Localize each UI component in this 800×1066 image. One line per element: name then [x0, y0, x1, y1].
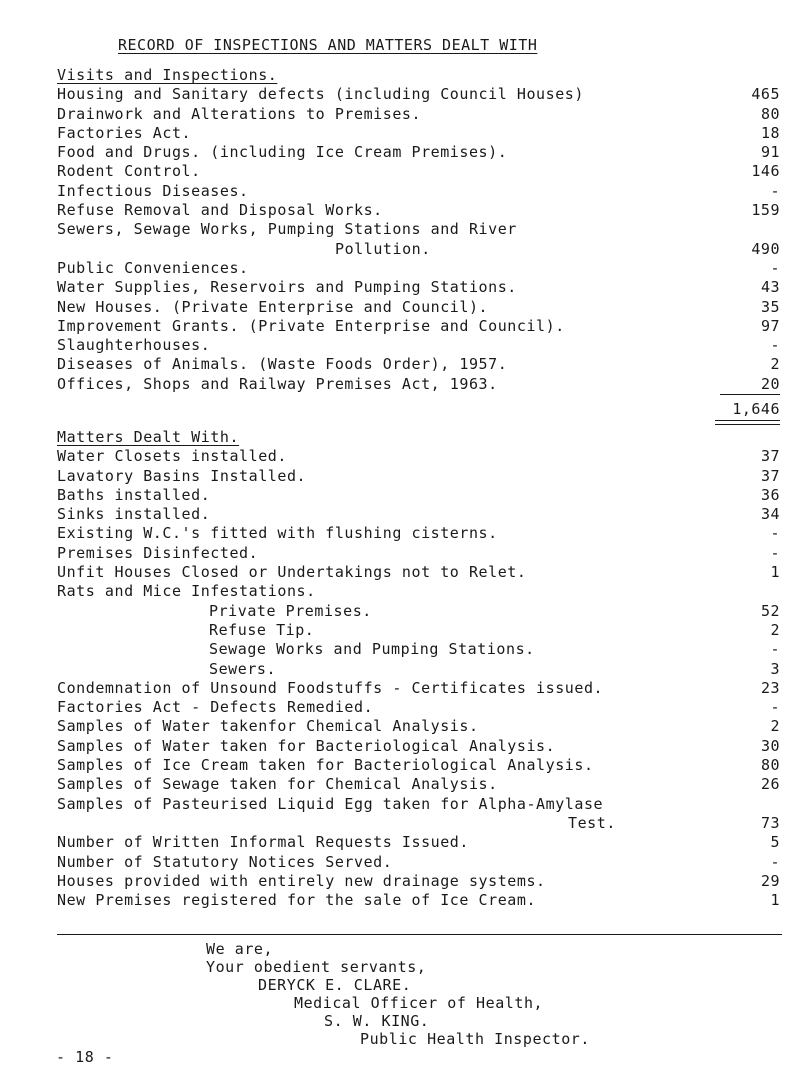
- row-value: 18: [760, 123, 780, 142]
- row-label: Unfit Houses Closed or Undertakings not to Relet.: [57, 563, 527, 582]
- list-item: [57, 582, 780, 601]
- list-item: [57, 563, 780, 582]
- row-value: 34: [760, 505, 780, 524]
- list-item: [57, 85, 780, 104]
- row-label: Samples of Ice Cream taken for Bacteriological Analysis.: [57, 756, 594, 775]
- row-label: New Houses. (Private Enterprise and Council).: [57, 297, 489, 316]
- list-item: [57, 660, 780, 679]
- row-value: 465: [751, 85, 780, 104]
- list-item: [57, 833, 780, 852]
- row-label: Premises Disinfected.: [57, 543, 259, 562]
- row-value: 30: [760, 736, 780, 755]
- list-item: [57, 278, 780, 297]
- list-item: [57, 621, 780, 640]
- row-label: Drainwork and Alterations to Premises.: [57, 104, 422, 123]
- row-label: Sewers, Sewage Works, Pumping Stations and River: [57, 220, 517, 239]
- row-label: Samples of Sewage taken for Chemical Analysis.: [57, 775, 498, 794]
- visits-section: [57, 66, 780, 420]
- list-item: [57, 544, 780, 563]
- row-label: Infectious Diseases.: [57, 181, 249, 200]
- row-value: -: [770, 852, 780, 871]
- row-label: Baths installed.: [57, 485, 211, 504]
- row-value: 37: [760, 466, 780, 485]
- sign-title-moh: Medical Officer of Health,: [294, 994, 544, 1012]
- row-label: Samples of Water taken for Bacteriological Analysis.: [57, 736, 556, 755]
- row-label: Water Supplies, Reservoirs and Pumping Stations.: [57, 278, 517, 297]
- row-value: 23: [760, 678, 780, 697]
- row-value: 91: [760, 143, 780, 162]
- visits-total-row: [57, 394, 780, 420]
- list-item: [57, 717, 780, 736]
- list-item: [57, 143, 780, 162]
- list-item: [57, 220, 780, 239]
- row-label: Housing and Sanitary defects (including Council Houses): [57, 85, 584, 104]
- row-value: -: [770, 258, 780, 277]
- row-label: Water Closets installed.: [57, 447, 287, 466]
- list-item: [57, 298, 780, 317]
- sign-line-salutation: We are,: [206, 940, 274, 958]
- row-value: -: [770, 524, 780, 543]
- list-item: [57, 375, 780, 394]
- row-value: 2: [770, 620, 780, 639]
- row-value: 29: [760, 871, 780, 890]
- row-label: Improvement Grants. (Private Enterprise and Council).: [57, 316, 565, 335]
- row-label: Rodent Control.: [57, 162, 201, 181]
- list-item: [57, 240, 780, 259]
- row-label: Slaughterhouses.: [57, 336, 211, 355]
- row-label: Pollution.: [335, 239, 431, 258]
- row-label: Food and Drugs. (including Ice Cream Premises).: [57, 143, 508, 162]
- list-item: [57, 775, 780, 794]
- row-label: Condemnation of Unsound Foodstuffs - Certificates issued.: [57, 678, 604, 697]
- list-item: [57, 201, 780, 220]
- row-value: 490: [751, 239, 780, 258]
- list-item: [57, 447, 780, 466]
- row-value: -: [770, 640, 780, 659]
- row-value: 2: [770, 355, 780, 374]
- list-item: [57, 814, 780, 833]
- row-value: -: [770, 543, 780, 562]
- row-label: Samples of Water takenfor Chemical Analysis.: [57, 717, 479, 736]
- row-label: Refuse Removal and Disposal Works.: [57, 201, 383, 220]
- row-value: 1: [770, 891, 780, 910]
- row-label: Sinks installed.: [57, 505, 211, 524]
- row-label: Sewers.: [209, 659, 277, 678]
- row-value: -: [770, 698, 780, 717]
- row-label: Refuse Tip.: [209, 620, 315, 639]
- list-item: [57, 698, 780, 717]
- visits-heading-text: Visits and Inspections.: [57, 66, 278, 84]
- list-item: [57, 162, 780, 181]
- visits-heading: [57, 66, 780, 85]
- row-value: 26: [760, 775, 780, 794]
- row-value: -: [770, 336, 780, 355]
- sign-name-king: S. W. KING.: [324, 1012, 430, 1030]
- sign-name-clare: DERYCK E. CLARE.: [258, 976, 412, 994]
- sign-title-phi: Public Health Inspector.: [360, 1030, 590, 1048]
- list-item: [57, 317, 780, 336]
- row-label: Lavatory Basins Installed.: [57, 466, 307, 485]
- list-item: [57, 737, 780, 756]
- row-label: Diseases of Animals. (Waste Foods Order), 1957.: [57, 355, 508, 374]
- row-value: 20: [720, 375, 780, 395]
- divider-rule: [57, 934, 782, 935]
- list-item: [57, 486, 780, 505]
- list-item: [57, 891, 780, 910]
- row-label: Factories Act.: [57, 123, 192, 142]
- list-item: [57, 124, 780, 143]
- row-value: 2: [770, 717, 780, 736]
- row-label: Test.: [568, 813, 616, 832]
- row-label: Factories Act - Defects Remedied.: [57, 698, 374, 717]
- list-item: [57, 872, 780, 891]
- page-number: - 18 -: [56, 1048, 114, 1066]
- row-label: Number of Statutory Notices Served.: [57, 852, 393, 871]
- row-value: 3: [770, 659, 780, 678]
- row-value: 35: [760, 297, 780, 316]
- row-label: Samples of Pasteurised Liquid Egg taken for Alpha-Amylase: [57, 794, 604, 813]
- list-item: [57, 640, 780, 659]
- row-value: 52: [760, 601, 780, 620]
- row-label: Rats and Mice Infestations.: [57, 582, 316, 601]
- row-value: 37: [760, 447, 780, 466]
- list-item: [57, 259, 780, 278]
- row-value: 159: [751, 201, 780, 220]
- row-value: 5: [770, 833, 780, 852]
- row-value: 80: [760, 756, 780, 775]
- row-value: 1: [770, 563, 780, 582]
- sign-line-servants: Your obedient servants,: [206, 958, 427, 976]
- row-label: Public Conveniences.: [57, 258, 249, 277]
- row-label: Existing W.C.'s fitted with flushing cisterns.: [57, 524, 498, 543]
- row-value: 43: [760, 278, 780, 297]
- row-value: 73: [760, 813, 780, 832]
- matters-heading: [57, 428, 780, 447]
- list-item: [57, 336, 780, 355]
- row-label: Private Premises.: [209, 601, 372, 620]
- page-title-text: RECORD OF INSPECTIONS AND MATTERS DEALT WITH: [118, 36, 538, 54]
- row-label: New Premises registered for the sale of Ice Cream.: [57, 891, 537, 910]
- list-item: [57, 853, 780, 872]
- row-value: 36: [760, 485, 780, 504]
- row-label: Sewage Works and Pumping Stations.: [209, 640, 535, 659]
- row-value: 80: [760, 104, 780, 123]
- list-item: [57, 105, 780, 124]
- matters-section: [57, 428, 780, 910]
- visits-total: 1,646: [732, 400, 780, 419]
- list-item: [57, 355, 780, 374]
- list-item: [57, 505, 780, 524]
- list-item: [57, 182, 780, 201]
- row-value: 146: [751, 162, 780, 181]
- row-label: Offices, Shops and Railway Premises Act, 1963.: [57, 374, 498, 393]
- matters-heading-text: Matters Dealt With.: [57, 428, 240, 446]
- list-item: [57, 679, 780, 698]
- list-item: [57, 795, 780, 814]
- row-value: -: [770, 181, 780, 200]
- row-value: 97: [760, 316, 780, 335]
- list-item: [57, 602, 780, 621]
- row-label: Houses provided with entirely new drainage systems.: [57, 871, 546, 890]
- row-label: Number of Written Informal Requests Issued.: [57, 833, 469, 852]
- page-title: [118, 36, 698, 54]
- list-item: [57, 467, 780, 486]
- double-underline: [715, 420, 780, 425]
- list-item: [57, 524, 780, 543]
- list-item: [57, 756, 780, 775]
